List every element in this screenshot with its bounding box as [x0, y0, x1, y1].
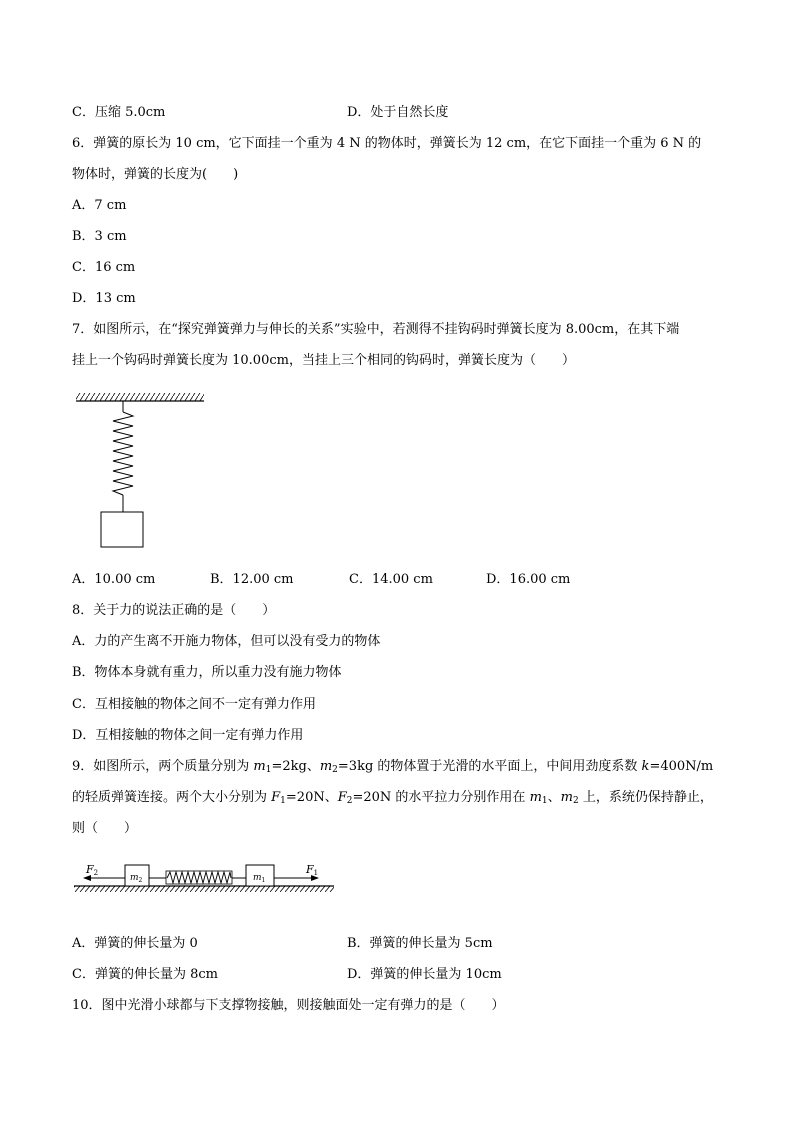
- q6-option-a: A．7 cm: [72, 198, 127, 213]
- q10-stem: 10．图中光滑小球都与下支撑物接触，则接触面处一定有弹力的是（ ）: [72, 998, 505, 1013]
- q7-option-b: B．12.00 cm: [210, 572, 294, 587]
- q9-option-c: C．弹簧的伸长量为 8cm: [72, 967, 218, 982]
- q9-option-b: B．弹簧的伸长量为 5cm: [347, 936, 493, 951]
- force-f2-label: F2: [86, 863, 99, 877]
- q9-sub: 2: [332, 765, 338, 775]
- q9-var-m2: m: [560, 790, 573, 805]
- q5-option-c: C．压缩 5.0cm: [72, 105, 166, 120]
- q9-stem-line1: [72, 758, 713, 779]
- q9-text: =20N 的水平拉力分别作用在: [352, 790, 530, 805]
- spring-coil: [113, 412, 133, 495]
- q6-stem-line2: 物体时，弹簧的长度为( ): [72, 167, 239, 182]
- q9-sub: 1: [541, 796, 548, 806]
- q8-option-d: D．互相接触的物体之间一定有弹力作用: [72, 728, 304, 743]
- q9-text: 的轻质弹簧连接。两个大小分别为: [72, 790, 272, 805]
- q7-option-c: C．14.00 cm: [349, 572, 433, 587]
- q7-option-d: D．16.00 cm: [486, 572, 571, 587]
- q7-stem-line2: 挂上一个钩码时弹簧长度为 10.00cm，当挂上三个相同的钩码时，弹簧长度为（ ）: [72, 353, 575, 368]
- q9-text: =3kg 的物体置于光滑的水平面上，中间用劲度系数: [337, 759, 642, 774]
- q9-text: 上，系统仍保持静止，: [578, 790, 713, 805]
- q9-sub: 1: [280, 796, 286, 806]
- q9-var-m2: m: [319, 759, 333, 774]
- q6-option-c: C．16 cm: [72, 260, 136, 275]
- q6-option-d: D．13 cm: [72, 291, 136, 306]
- block-m1-label: $m_1$: [253, 873, 266, 884]
- q9-text: 、: [547, 790, 561, 805]
- q9-var-f1: F: [271, 790, 281, 805]
- q9-sub: 1: [265, 765, 272, 775]
- q9-text: =400N/m: [649, 759, 714, 774]
- q7-option-a: A．10.00 cm: [72, 572, 156, 587]
- q8-option-a: A．力的产生离不开施力物体，但可以没有受力的物体: [72, 634, 381, 649]
- q9-stem-line3: 则（ ）: [72, 821, 138, 836]
- q9-sub: 2: [346, 796, 353, 806]
- q9-text: =20N、: [285, 790, 338, 805]
- ground-hatch: [74, 886, 334, 892]
- q9-option-a: A．弹簧的伸长量为 0: [72, 936, 198, 951]
- q6-stem-line1: 6．弹簧的原长为 10 cm，它下面挂一个重为 4 N 的物体时，弹簧长为 12 cm，在它下面挂一个重为 6 N 的: [72, 136, 702, 151]
- q9-blocks-figure: [70, 856, 340, 900]
- q9-text: =2kg、: [271, 759, 320, 774]
- q9-var-k: k: [641, 759, 650, 774]
- q9-text: 9．如图所示，两个质量分别为: [72, 759, 254, 774]
- spring-zigzag: [167, 872, 231, 883]
- q9-stem-line2: [72, 789, 713, 810]
- block-m2-label: $m_2$: [130, 873, 143, 884]
- q8-option-c: C．互相接触的物体之间不一定有弹力作用: [72, 697, 316, 712]
- ceiling-hatch: [76, 393, 204, 401]
- hanging-block: [101, 512, 143, 547]
- q6-option-b: B．3 cm: [72, 229, 127, 244]
- q9-var-m1: m: [253, 759, 266, 774]
- q9-var-f2: F: [337, 790, 347, 805]
- q7-spring-figure: [68, 388, 208, 556]
- q8-option-b: B．物体本身就有重力，所以重力没有施力物体: [72, 665, 342, 680]
- q8-stem: 8．关于力的说法正确的是（ ）: [72, 603, 276, 618]
- q5-option-d: D．处于自然长度: [347, 105, 449, 120]
- force-f1-label: F1: [306, 863, 319, 877]
- q9-var-m1: m: [529, 790, 542, 805]
- q9-sub: 2: [572, 796, 579, 806]
- q9-option-d: D．弹簧的伸长量为 10cm: [347, 967, 502, 982]
- q7-stem-line1: 7．如图所示，在“探究弹簧弹力与伸长的关系”实验中，若测得不挂钩码时弹簧长度为 8.00cm，在其下端: [72, 322, 680, 337]
